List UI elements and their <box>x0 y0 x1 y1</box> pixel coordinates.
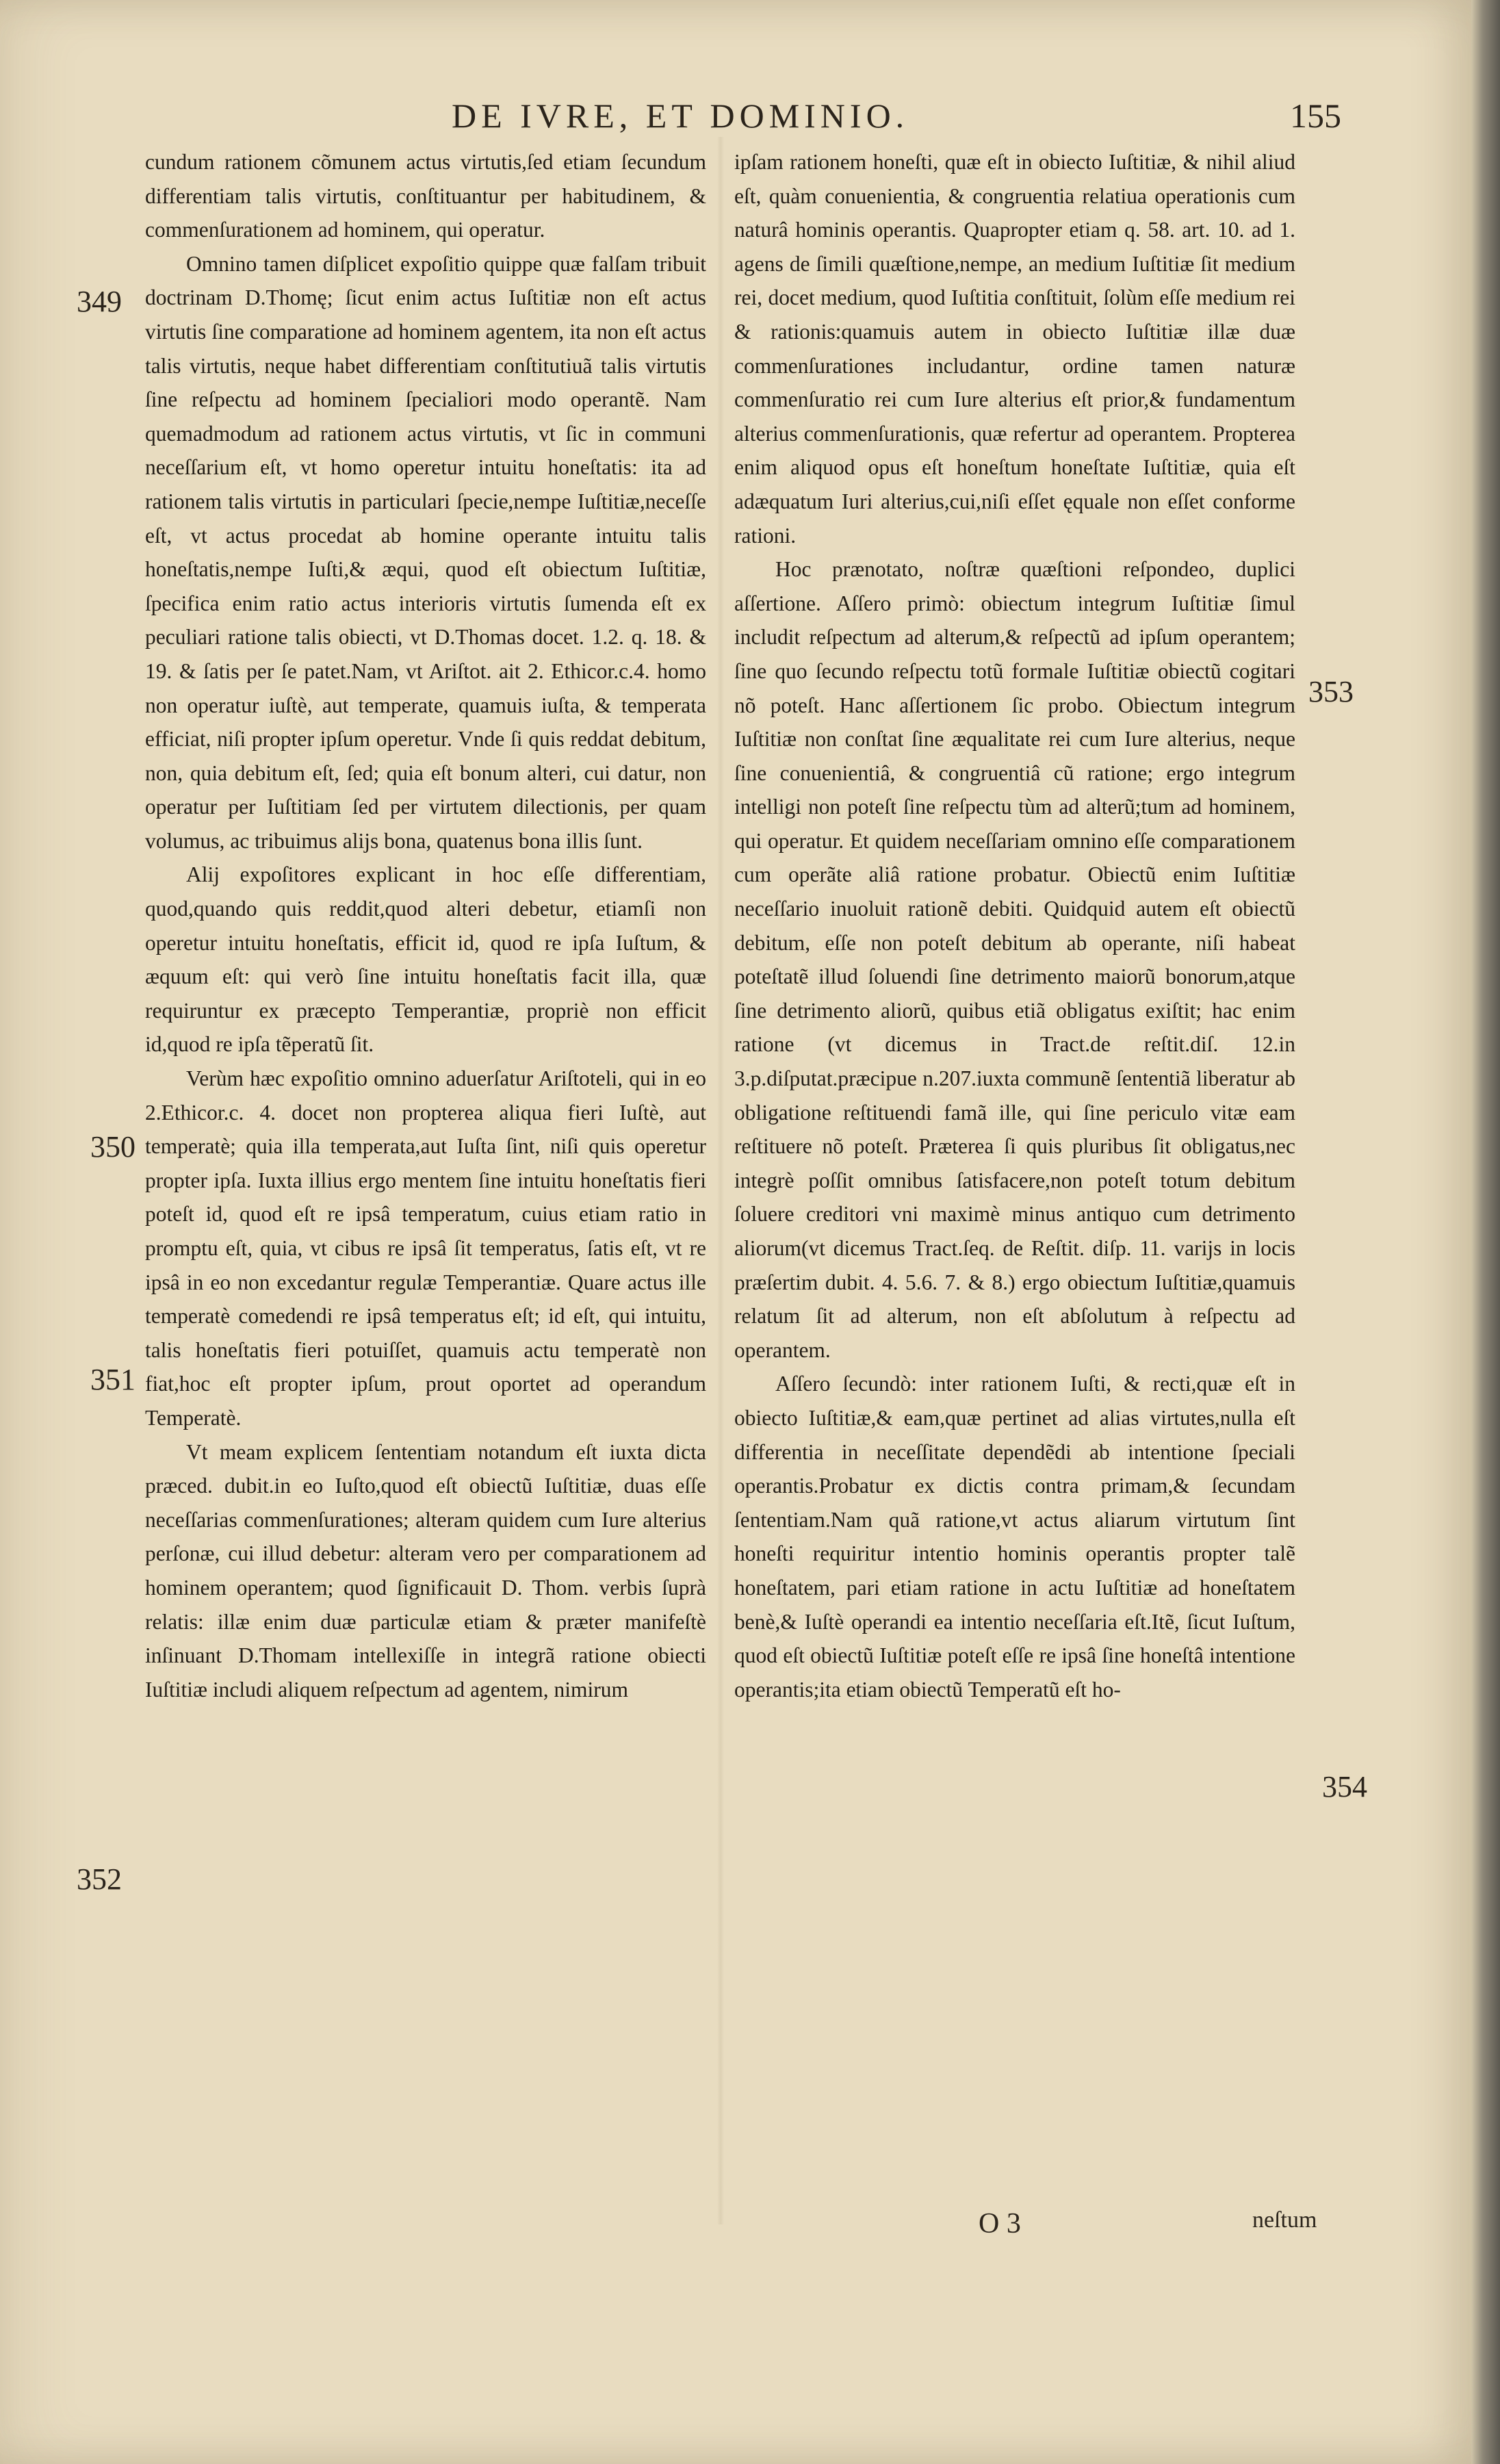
margin-number: 352 <box>77 1862 122 1896</box>
paragraph: Vt meam explicem ſententiam notandum eſt iuxta dicta præced. dubit.in eo Iuſto,quod eſt obiectũ Iuſtitiæ, duas eſſe neceſſarias commenſurationes; alteram quidem cum Iure alterius perſonæ, cui illud debetur: alteram vero per comparationem ad hominem operantem; quod ſignificauit D. Thom. verbis ſuprà relatis: illæ enim duæ particulæ etiam & præter manifeſtè inſinuant D.Thomam intellexiſſe in integrã ratione obiecti Iuſtitiæ includi aliquem reſpectum ad agentem, nimirum <box>145 1439 706 1702</box>
paragraph: ipſam rationem honeſti, quæ eſt in obiecto Iuſtitiæ, & nihil aliud eſt, quàm conuenientia, & congruentia relatiua operationis cum naturâ hominis operantis. Quapropter etiam q. 58. art. 10. ad 1. agens de ſimili quæſtione,nempe, an medium Iuſtitiæ ſit medium rei, docet medium, quod Iuſtitia conſtituit, ſolùm eſſe medium rei & rationis:quamuis autem in obiecto Iuſtitiæ illæ duæ commenſurationes includantur, ordine tamen naturæ commenſuratio rei cum Iure alterius eſt prior,& fundamentum alterius commenſurationis, quæ refertur ad operantem. Propterea enim aliquod opus eſt honeſtum honeſtate Iuſtitiæ, quia eſt adæquatum Iuri alterius,cui,niſi eſſet ęquale non eſſet conforme rationi. <box>734 150 1295 548</box>
running-head: DE IVRE, ET DOMINIO. <box>452 97 909 135</box>
page-edge <box>1471 0 1500 2464</box>
page-number: 155 <box>1290 97 1341 135</box>
column-gutter <box>717 137 724 2224</box>
margin-number: 351 <box>90 1363 135 1396</box>
right-column <box>734 145 1295 2198</box>
signature-mark: O 3 <box>979 2208 1021 2240</box>
margin-number: 349 <box>77 285 122 318</box>
margin-number: 353 <box>1308 675 1354 708</box>
paragraph: Omnino tamen diſplicet expoſitio quippe quæ falſam tribuit doctrinam D.Thomę; ſicut enim actus Iuſtitiæ non eſt actus virtutis ſine comparatione ad hominem agentem, ita non eſt actus talis virtutis, neque habet differentiam conſtitutiuã talis virtutis ſine reſpectu ad hominem ſpecialiori modo operantẽ. Nam quemadmodum ad rationem actus virtutis, vt ſic in communi neceſſarium eſt, vt homo operetur intuitu honeſtatis: ita ad rationem talis virtutis in particulari ſpecie,nempe Iuſtitiæ,neceſſe eſt, vt actus procedat ab homine operante intuitu talis honeſtatis,nempe Iuſti,& æqui, quod eſt obiectum Iuſtitiæ, ſpecifica enim ratio actus interioris virtutis ſumenda eſt ex peculiari ratione talis obiecti, vt D.Thomas docet. 1.2. q. 18. & 19. & ſatis per ſe patet.Nam, vt Ariſtot. ait 2. Ethicor.c.4. homo non operatur iuſtè, aut temperate, quamuis iuſta, & temperata efficiat, niſi propter ipſum operetur. Vnde ſi quis reddat debitum, non, quia debitum eſt, ſed; quia eſt bonum alteri, cui datur, non operatur per Iuſtitiam ſed per virtutem dilectionis, per quam volumus, ac tribuimus alijs bona, quatenus bona illis ſunt. <box>145 251 706 853</box>
paragraph: Hoc prænotato, noſtræ quæſtioni reſpondeo, duplici aſſertione. Aſſero primò: obiectum integrum Iuſtitiæ ſimul includit reſpectum ad alterum,& reſpectũ ad ipſum operantem; ſine quo ſecundo reſpectu totũ formale Iuſtitiæ obiectũ cogitari nõ poteſt. Hanc aſſertionem ſic probo. Obiectum integrum Iuſtitiæ non conſtat ſine æqualitate rei cum Iure alterius, neque ſine conuenientiâ, & congruentiâ cũ ratione; ergo integrum intelligi non poteſt ſine reſpectu tùm ad alterũ;tum ad hominem, qui operatur. Et quidem neceſſariam omnino eſſe comparationem cum operãte aliâ ratione probatur. Obiectũ enim Iuſtitiæ neceſſario inuoluit rationẽ debiti. Quidquid autem eſt obiectũ debitum, eſſe non poteſt debitum ab operante, niſi habeat poteſtatẽ illud ſoluendi ſine detrimento maiorũ bonorum,atque ſine detrimento aliorũ, quibus etiã obligatus exiſtit; hac enim ratione (vt dicemus in Tract.de reſtit.diſ. 12.in 3.p.diſputat.præcipue n.207.iuxta communẽ ſententiã liberatur ab obligatione reſtituendi famã ille, qui ſine periculo vitæ eam reſtituere nõ poteſt. Præterea ſi quis pluribus ſit obligatus,nec integrè poſſit omnibus ſatisfacere,non poteſt totum debitum ſoluere creditori vni maximè minus antiquo cum detrimento aliorum(vt dicemus Tract.ſeq. de Reſtit. diſp. 11. varijs in locis præſertim dubit. 4. 5.6. 7. & 8.) ergo obiectum Iuſtitiæ,quamuis relatum ſit ad alterum, non eſt abſolutum à reſpectu ad operantem. <box>734 557 1295 1362</box>
paragraph: Aſſero ſecundò: inter rationem Iuſti, & recti,quæ eſt in obiecto Iuſtitiæ,& eam,quæ pertinet ad alias virtutes,nulla eſt differentia in neceſſitate dependẽdi ab intentione ſpeciali operantis.Probatur ex dictis contra primam,& ſecundam ſententiam.Nam quã ratione,vt actus aliarum virtutum ſint honeſti requiritur intentio hominis operantis propter talẽ honeſtatem, pari etiam ratione in actu Iuſtitiæ ad honeſtatem benè,& Iuſtè operandi ea intentio neceſſaria eſt.Itẽ, ſicut Iuſtum, quod eſt obiectũ Iuſtitiæ poteſt eſſe re ipsâ ſine honeſtâ intentione operantis;ita etiam obiectũ Temperatũ eſt ho- <box>734 1372 1295 1702</box>
paragraph: cundum rationem cõmunem actus virtutis,ſed etiam ſecundum differentiam talis virtutis, conſtituantur per habitudinem, & commenſurationem ad hominem, qui operatur. <box>145 150 706 242</box>
margin-number: 354 <box>1322 1770 1367 1804</box>
margin-number: 350 <box>90 1130 135 1164</box>
catchword: neſtum <box>1252 2207 1317 2233</box>
paragraph: Verùm hæc expoſitio omnino aduerſatur Ariſtoteli, qui in eo 2.Ethicor.c. 4. docet non propterea aliqua fieri Iuſtè, aut temperatè; quia illa temperata,aut Iuſta ſint, niſi quis operetur propter ipſa. Iuxta illius ergo mentem ſine intuitu honeſtatis fieri poteſt id, quod eſt re ipsâ temperatum, cuius etiam ratio in promptu eſt, quia, vt cibus re ipsâ ſit temperatus, ſatis eſt, vt re ipsâ in eo non excedantur regulæ Temperantiæ. Quare actus ille temperatè comedendi re ipsâ temperatus eſt; id eſt, qui intuitu, talis honeſtatis fieri potuiſſet, quamuis actu temperatè non fiat,hoc eſt propter ipſum, prout oportet ad operandum Temperatè. <box>145 1066 706 1430</box>
left-column <box>145 145 706 2198</box>
paragraph: Alij expoſitores explicant in hoc eſſe differentiam, quod,quando quis reddit,quod alteri debetur, etiamſi non operetur intuitu honeſtatis, efficit id, quod re ipſa Iuſtum, & æquum eſt: qui verò ſine intuitu honeſtatis facit illa, quæ requiruntur ex præcepto Temperantiæ, propriè non efficit id,quod re ipſa tẽperatũ ſit. <box>145 862 706 1057</box>
page-header <box>137 96 1341 144</box>
